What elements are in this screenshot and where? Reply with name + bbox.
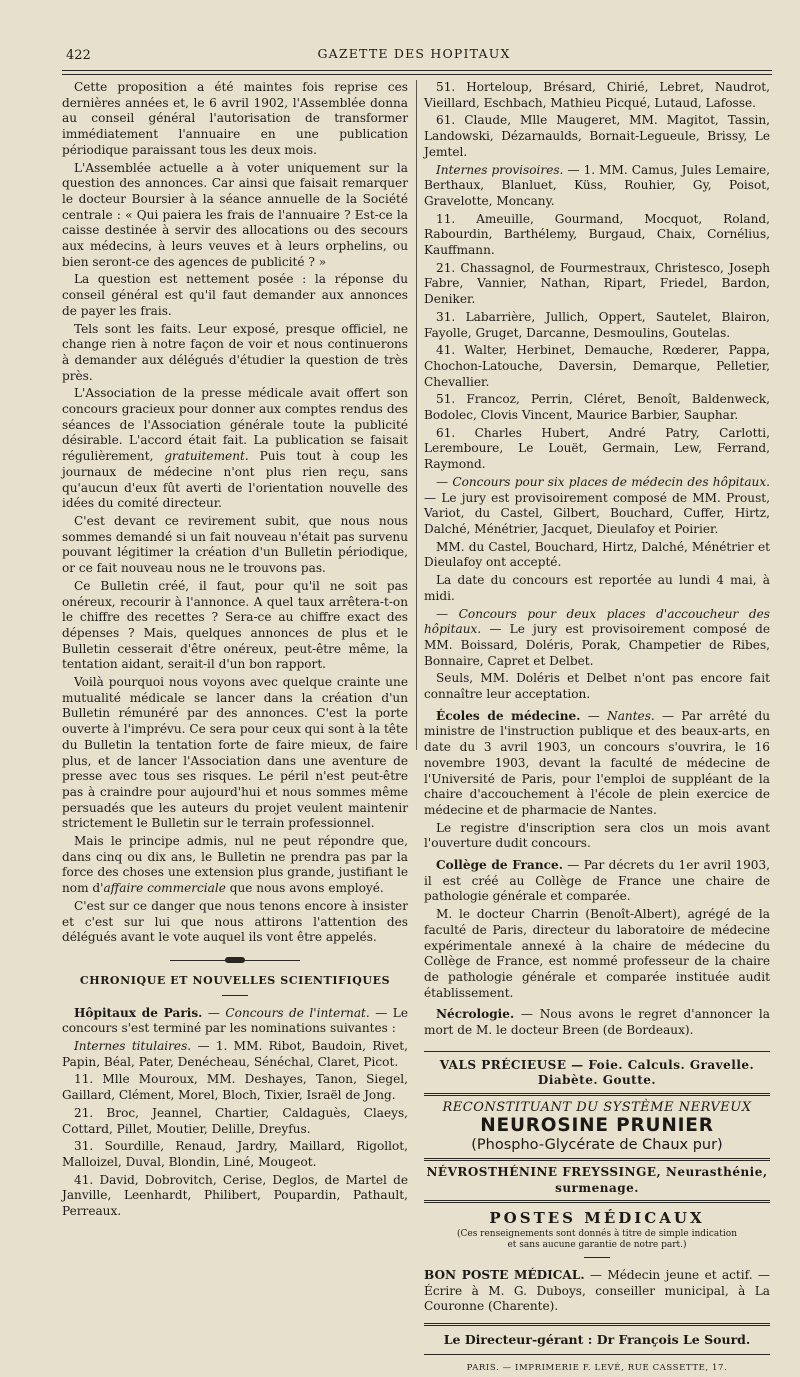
list-label: Internes provisoires.: [436, 162, 564, 177]
list-item: 11. Mlle Mouroux, MM. Deshayes, Tanon, Siegel, Gaillard, Clément, Morel, Bloch, Tixier, Israël de Jong.: [62, 1072, 408, 1103]
paragraph: C'est sur ce danger que nous tenons encore à insister et c'est sur lui que nous attirons l'attention des délégués avant le vote auquel ils vont être appelés.: [62, 898, 408, 945]
header-rule-thin: [62, 74, 772, 75]
paragraph: Le registre d'inscription sera clos un mois avant l'ouverture dudit concours.: [424, 820, 770, 851]
running-title: GAZETTE DES HOPITAUX: [317, 46, 511, 61]
list-item: 31. Sourdille, Renaud, Jardry, Maillard, Rigollot, Malloizel, Duval, Blondin, Liné, Mougeot.: [62, 1139, 408, 1169]
advert-nevrostenine: NÉVROSTHÉNINE FREYSSINGE, Neurasthénie, surmenage.: [426, 1164, 768, 1195]
section-rule: [584, 1257, 610, 1258]
header-rule: [62, 70, 772, 71]
printer-line: PARIS. — IMPRIMERIE F. LEVÉ, RUE CASSETTE, 17.: [466, 1362, 728, 1373]
paragraph: [62, 834, 408, 897]
text-run: — Nous avons le regret d'annoncer la mort de M. le docteur Breen (de Bordeaux).: [424, 1007, 770, 1038]
footer-rule: [424, 1354, 770, 1355]
news-item: [424, 1007, 770, 1038]
list-item: 21. Broc, Jeannel, Chartier, Caldaguès, Claeys, Cottard, Pillet, Moutier, Delille, Dreyfus.: [62, 1105, 408, 1136]
text-run: . Puis tout à coup les journaux de médecine n'ont plus rien reçu, sans qu'aucun d'eux fût averti de l'orientation nouvelle des idées du comité directeur.: [62, 449, 408, 511]
news-item: Hôpitaux de Paris. — Concours de l'internat. — Le concours s'est terminé par les nominations suivantes :: [62, 1005, 408, 1036]
classified-ad: [424, 1268, 770, 1315]
news-item: [424, 607, 770, 670]
list-item: 41. Walter, Herbinet, Demauche, Rœderer, Pappa, Chochon-Latouche, Daversin, Demarque, Pelletier, Chevallier.: [424, 343, 770, 389]
paragraph: [62, 386, 408, 512]
advert-rule: [424, 1051, 770, 1052]
ad-heading: BON POSTE MÉDICAL.: [424, 1268, 585, 1282]
advert-rule: [424, 1093, 770, 1096]
paragraph: La question est nettement posée : la réponse du conseil général est qu'il faut demander aux annonces de payer les frais.: [62, 272, 408, 318]
director-line: Le Directeur-gérant : Dr François Le Sourd.: [443, 1332, 751, 1348]
news-subheading: Concours de l'internat.: [225, 1005, 370, 1020]
news-heading: Écoles de médecine.: [436, 708, 581, 723]
news-item: [424, 475, 770, 538]
text-run: que nous avons employé.: [225, 881, 384, 896]
advert-neurosine: NEUROSINE PRUNIER: [480, 1114, 714, 1136]
paragraph: Voilà pourquoi nous voyons avec quelque crainte une mutualité médicale se lancer dans la création d'un Bulletin rémunéré par des annonces. C'est la porte ouverte à l'imprévu. Ce sera pour ceux qui sont à la tête du Bulletin la tentation forte de faire mieux, de faire plus, et de lancer l'Association dans une aventure de presse avec tous ses risques. Le péril n'est peut-être pas à craindre pour aujourd'hui et nous sommes même persuadés que les auteurs du projet veulent maintenir strictement le Bulletin sur le terrain professionnel.: [62, 675, 408, 831]
emphasis: affaire commerciale: [103, 881, 226, 896]
postes-title: POSTES MÉDICAUX: [489, 1209, 705, 1228]
right-column: [424, 80, 770, 1377]
news-item: [424, 858, 770, 905]
page-number: 422: [66, 48, 91, 63]
note-line: (Ces renseignements sont donnés à titre de simple indication: [456, 1229, 738, 1239]
list-item: 51. Francoz, Perrin, Cléret, Benoît, Baldenweck, Bodolec, Clovis Vincent, Maurice Barbier, Sauphar.: [424, 392, 770, 423]
postes-note: [424, 1229, 770, 1251]
list-item: [62, 1039, 408, 1070]
list-item: 11. Ameuille, Gourmand, Mocquot, Roland, Rabourdin, Barthélemy, Burgaud, Chaix, Cornélius, Kauffmann.: [424, 211, 770, 258]
text-run: — 1. MM. Ribot, Baudoin, Rivet, Papin, Béal, Pater, Denécheau, Sénéchal, Claret, Picot.: [62, 1039, 408, 1069]
text-run: — Le concours s'est terminé par les nominations suivantes :: [62, 1005, 408, 1036]
section-title: CHRONIQUE ET NOUVELLES SCIENTIFIQUES: [79, 973, 391, 987]
text-run: — Le jury est provisoirement composé de MM. Proust, Variot, du Castel, Gilbert, Bouchard, Cuffer, Hirtz, Dalché, Ménétrier, Jacquet, Dieulafoy et Poirier.: [424, 490, 770, 536]
list-item: 61. Charles Hubert, André Patry, Carlotti, Leremboure, Le Louët, Germain, Lew, Ferrand, Raymond.: [424, 425, 770, 472]
paragraph: MM. du Castel, Bouchard, Hirtz, Dalché, Ménétrier et Dieulafoy ont accepté.: [424, 539, 770, 570]
text-run: — 1. MM. Camus, Jules Lemaire, Berthaux, Blanluet, Küss, Rouhier, Gy, Poisot, Gravelotte, Moncany.: [424, 162, 770, 208]
news-subheading: — Concours pour deux places d'accoucheur des hôpitaux.: [424, 606, 770, 637]
column-divider: [416, 80, 417, 750]
paragraph: M. le docteur Charrin (Benoît-Albert), agrégé de la faculté de Paris, directeur du laboratoire de médecine expérimentale annexé à la chaire de médecine du Collège de France, est nommé professeur de la chaire de pathologie générale et comparée instituée audit établissement.: [424, 907, 770, 1000]
list-item: 51. Horteloup, Brésard, Chirié, Lebret, Naudrot, Vieillard, Eschbach, Mathieu Picqué, Lutaud, Lafosse.: [424, 80, 770, 110]
paragraph: La date du concours est reportée au lundi 4 mai, à midi.: [424, 573, 770, 603]
list-item: [424, 163, 770, 210]
text-run: Mais le principe admis, nul ne peut répondre que, dans cinq ou dix ans, le Bulletin ne prendra pas par la force des choses une extension plus grande, justifiant le nom d': [62, 834, 408, 896]
text-run: — Le jury est provisoirement composé de MM. Boissard, Doléris, Porak, Champetier de Ribes, Bonnaire, Capret et Delbet.: [424, 622, 770, 668]
section-rule: [222, 995, 248, 996]
advert-phospho: (Phospho-Glycérate de Chaux pur): [471, 1136, 723, 1153]
news-heading: Hôpitaux de Paris.: [74, 1005, 203, 1020]
list-item: 41. David, Dobrovitch, Cerise, Deglos, de Martel de Janville, Leenhardt, Philibert, Poupardin, Pathault, Perreaux.: [62, 1172, 408, 1219]
list-item: 21. Chassagnol, de Fourmestraux, Christesco, Joseph Fabre, Vannier, Nathan, Ripart, Friedel, Bardon, Deniker.: [424, 260, 770, 307]
news-subheading: — Concours pour six places de médecin des hôpitaux.: [436, 474, 770, 489]
text-run: L'Association de la presse médicale avait offert son concours gracieux pour donner aux comptes rendus des séances de l'Association générale toute la publicité désirable. L'accord était fait. La publication se faisait régulièrement,: [62, 386, 408, 464]
list-item: 61. Claude, Mlle Maugeret, MM. Magitot, Tassin, Landowski, Dézarnaulds, Bornait-Legueule, Brissy, Le Jemtel.: [424, 113, 770, 159]
page-header: [58, 44, 770, 66]
advert-rule: [424, 1200, 770, 1203]
list-label: Internes titulaires.: [74, 1039, 192, 1054]
note-line: et sans aucune garantie de notre part.): [507, 1240, 687, 1250]
news-heading: Nécrologie.: [436, 1007, 515, 1022]
advert-vals: VALS PRÉCIEUSE — Foie. Calculs. Gravelle. Diabète. Goutte.: [439, 1057, 755, 1088]
list-item: 31. Labarrière, Jullich, Oppert, Sautelet, Blairon, Fayolle, Gruget, Darcanne, Desmoulins, Goutelas.: [424, 309, 770, 340]
left-column: [62, 80, 408, 1222]
text-run: — Par décrets du 1er avril 1903, il est créé au Collège de France une chaire de pathologie générale et comparée.: [424, 858, 770, 904]
text-run: — Par arrêté du ministre de l'instruction publique et des beaux-arts, en date du 3 avril 1903, un concours s'ouvrira, le 16 novembre 1903, devant la faculté de médecine de l'Université de Paris, pour l'emploi de suppléant de la chaire d'accouchement à l'école de plein exercice de médecine et de pharmacie de Nantes.: [424, 708, 770, 817]
paragraph: Seuls, MM. Doléris et Delbet n'ont pas encore fait connaître leur acceptation.: [424, 671, 770, 702]
paragraph: L'Assemblée actuelle a à voter uniquement sur la question des annonces. Car ainsi que faisait remarquer le docteur Boursier à la séance annuelle de la Société centrale : « Qui paiera les frais de l'annuaire ? Est-ce la caisse destinée à servir des allocations ou des secours aux médecins, à leurs veuves et à leurs orphelins, ou bien seront-ce des agences de publicité ? »: [62, 160, 408, 269]
news-subheading: Nantes.: [607, 708, 655, 723]
emphasis: gratuitement: [164, 449, 245, 464]
news-item: Écoles de médecine. — Nantes. — Par arrêté du ministre de l'instruction publique et des beaux-arts, en date du 3 avril 1903, un concours s'ouvrira, le 16 novembre 1903, devant la faculté de médecine de l'Université de Paris, pour l'emploi de suppléant de la chaire d'accouchement à l'école de plein exercice de médecine et de pharmacie de Nantes.: [424, 708, 770, 817]
text-run: — Médecin jeune et actif. — Écrire à M. G. Duboys, conseiller municipal, à La Couronne (Charente).: [424, 1268, 770, 1314]
paragraph: Cette proposition a été maintes fois reprise ces dernières années et, le 6 avril 1902, l'Assemblée donna au conseil général l'autorisation de transformer immédiatement l'annuaire en une publication périodique paraissant tous les deux mois.: [62, 80, 408, 157]
paragraph: Tels sont les faits. Leur exposé, presque officiel, ne change rien à notre façon de voir et nous continuerons à demander aux délégués d'étudier la question de très près.: [62, 321, 408, 383]
paragraph: Ce Bulletin créé, il faut, pour qu'il ne soit pas onéreux, recourir à l'annonce. A quel taux arrêtera-t-on le chiffre des recettes ? Sera-ce au chiffre exact des dépenses ? Mais, quelques annonces de plus et le Bulletin cesserait d'être onéreux, peut-être même, la tentation aidant, serait-il d'un bon rapport.: [62, 578, 408, 672]
advert-reconstituant: RECONSTITUANT DU SYSTÈME NERVEUX: [442, 1100, 752, 1116]
footer-rule: [424, 1323, 770, 1326]
ornament-separator: [170, 960, 300, 961]
paragraph: C'est devant ce revirement subit, que nous nous sommes demandé si un fait nouveau n'était pas survenu pouvant légitimer la création d'un Bulletin périodique, or ce fait nouveau nous ne le trouvons pas.: [62, 513, 408, 576]
news-heading: Collège de France.: [436, 858, 563, 873]
advert-rule: [424, 1158, 770, 1161]
